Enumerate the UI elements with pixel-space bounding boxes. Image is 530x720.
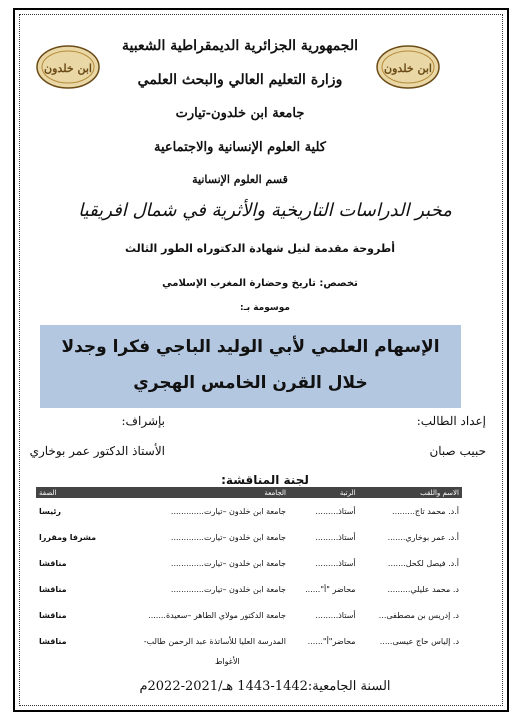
thesis-statement: أطروحة مقدمة لنيل شهادة الدكتوراه الطور الثالث [124,242,395,255]
col-header-role: الصفة [36,487,114,498]
faculty-name: كلية العلوم الإنسانية والاجتماعية [154,140,326,155]
col-header-name: الاسم واللقب [359,487,462,498]
jury-member-university: المدرسة العليا للأساتذة عبد الرحمن طالب- [143,636,286,646]
jury-row-continuation: الأغواط [215,657,240,666]
jury-member-rank: أستاذ......... [315,532,356,542]
thesis-title-line-2: خلال القرن الخامس الهجري [133,373,368,393]
titled-label: موسومة بـ: [240,303,290,313]
col-header-rank: الرتبة [289,487,359,498]
jury-member-university: جامعة ابن خلدون –تيارت............. [170,558,286,568]
logo-text-right: ابن خلدون [384,62,432,75]
thesis-title-box [40,325,461,408]
student-name: حبيب صبان [429,444,486,458]
table-row [36,576,462,602]
jury-member-name: أ.د. عمر بوخاري....... [387,532,459,542]
jury-member-university: جامعة ابن خلدون –تيارت............. [170,506,286,516]
jury-member-rank: محاضر "أ"...... [305,584,356,594]
jury-member-rank: أستاذ......... [315,558,356,568]
lab-name: مخبر الدراسات التاريخية والأثرية في شمال افريقيا [78,200,452,221]
academic-year: السنة الجامعية:1442-1443 هـ/2021-2022م [139,679,391,694]
jury-member-name: أ.د. فيصل لكحل....... [387,558,459,568]
table-row [36,524,462,550]
jury-member-role: مناقشا [39,584,67,594]
student-label: إعداد الطالب: [416,414,486,428]
jury-member-role: مشرفا ومقررا [39,532,97,542]
jury-member-university: جامعة ابن خلدون –تيارت............. [170,532,286,542]
table-row [36,602,462,628]
university-name: جامعة ابن خلدون-تيارت [175,106,305,121]
jury-member-role: مناقشا [39,636,67,646]
jury-member-university: جامعة ابن خلدون –تيارت............. [170,584,286,594]
university-logo-right [376,44,440,90]
supervisor-label: بإشراف: [121,414,165,428]
jury-title: لجنة المناقشة: [221,473,309,487]
supervisor-name: الأستاذ الدكتور عمر بوخاري [29,444,165,458]
jury-table [36,487,462,654]
jury-member-role: مناقشا [39,558,67,568]
table-row [36,550,462,576]
ministry-name: وزارة التعليم العالي والبحث العلمي [137,72,343,88]
specialty: تخصص: تاريخ وحضارة المغرب الإسلامي [162,278,358,289]
jury-member-role: رئيسا [39,506,62,516]
jury-header-row [36,487,462,498]
jury-member-rank: أستاذ......... [315,610,356,620]
jury-member-name: د. إلياس حاج عيسى..... [379,636,459,646]
jury-member-name: د. محمد عليلي......... [387,584,459,594]
jury-member-role: مناقشا [39,610,67,620]
department-name: قسم العلوم الإنسانية [192,173,288,186]
thesis-title-line-1: الإسهام العلمي لأبي الوليد الباجي فكرا وجدلا [61,337,440,357]
jury-member-name: أ.د. محمد تاج......... [392,506,459,516]
republic-name: الجمهورية الجزائرية الديمقراطية الشعبية [121,38,358,54]
table-row [36,498,462,524]
col-header-university: الجامعة [114,487,289,498]
jury-member-rank: أستاذ......... [315,506,356,516]
jury-member-name: د. إدريس بن مصطفى... [378,610,459,620]
table-row [36,628,462,654]
logo-text-left: ابن خلدون [44,62,92,75]
university-logo-left [36,44,100,90]
jury-member-rank: محاضر"أ"...... [307,636,356,646]
jury-member-university: جامعة الدكتور مولاي الطاهر –سعيدة....... [148,610,286,620]
